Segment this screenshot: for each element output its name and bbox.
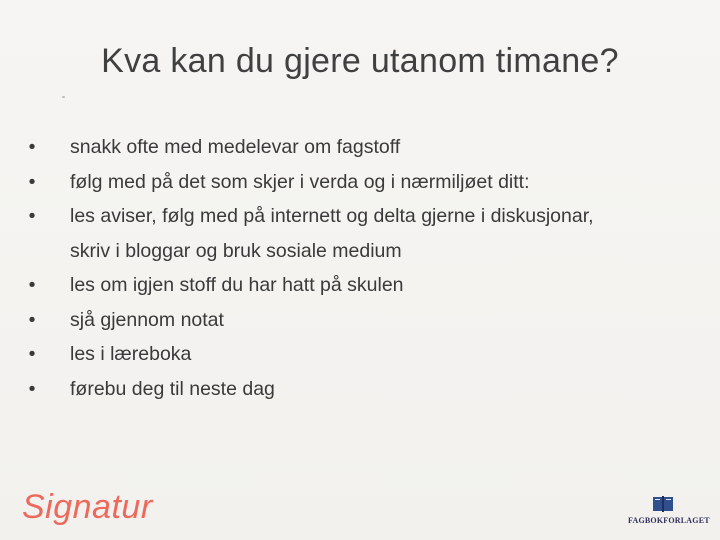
bullet-text: sjå gjennom notat (70, 308, 224, 331)
bullet-item (22, 199, 692, 268)
bullet-item (22, 337, 692, 372)
decorative-speck (62, 96, 65, 98)
bullet-text-continuation: skriv i bloggar og bruk sosiale medium (70, 239, 402, 262)
bullet-text: førebu deg til neste dag (70, 377, 275, 400)
bullet-text: følg med på det som skjer i verda og i nærmiljøet ditt: (70, 170, 530, 193)
bullet-item (22, 165, 692, 200)
slide-title: Kva kan du gjere utanom timane? (101, 42, 619, 80)
bullet-icon: • (28, 343, 36, 365)
bullet-text: les i læreboka (70, 343, 192, 365)
bullet-item (22, 130, 692, 165)
bullet-icon: • (28, 308, 36, 331)
bullet-text: snakk ofte med medelevar om fagstoff (70, 136, 401, 158)
book-icon (652, 495, 674, 513)
bullet-text: les aviser, følg med på internett og delta gjerne i diskusjonar, (70, 205, 594, 227)
bullet-icon: • (28, 274, 36, 296)
bullet-list (22, 130, 692, 406)
bullet-icon: • (28, 377, 36, 400)
bullet-icon: • (28, 205, 36, 227)
signatur-logo: Signatur (22, 488, 153, 526)
bullet-icon: • (28, 136, 36, 158)
bullet-item (22, 303, 692, 338)
publisher-name: FAGBOKFORLAGET (628, 516, 710, 525)
bullet-item (22, 372, 692, 407)
publisher-logo (628, 495, 710, 525)
bullet-text: les om igjen stoff du har hatt på skulen (70, 274, 404, 296)
bullet-item (22, 268, 692, 303)
bullet-icon: • (28, 170, 36, 193)
